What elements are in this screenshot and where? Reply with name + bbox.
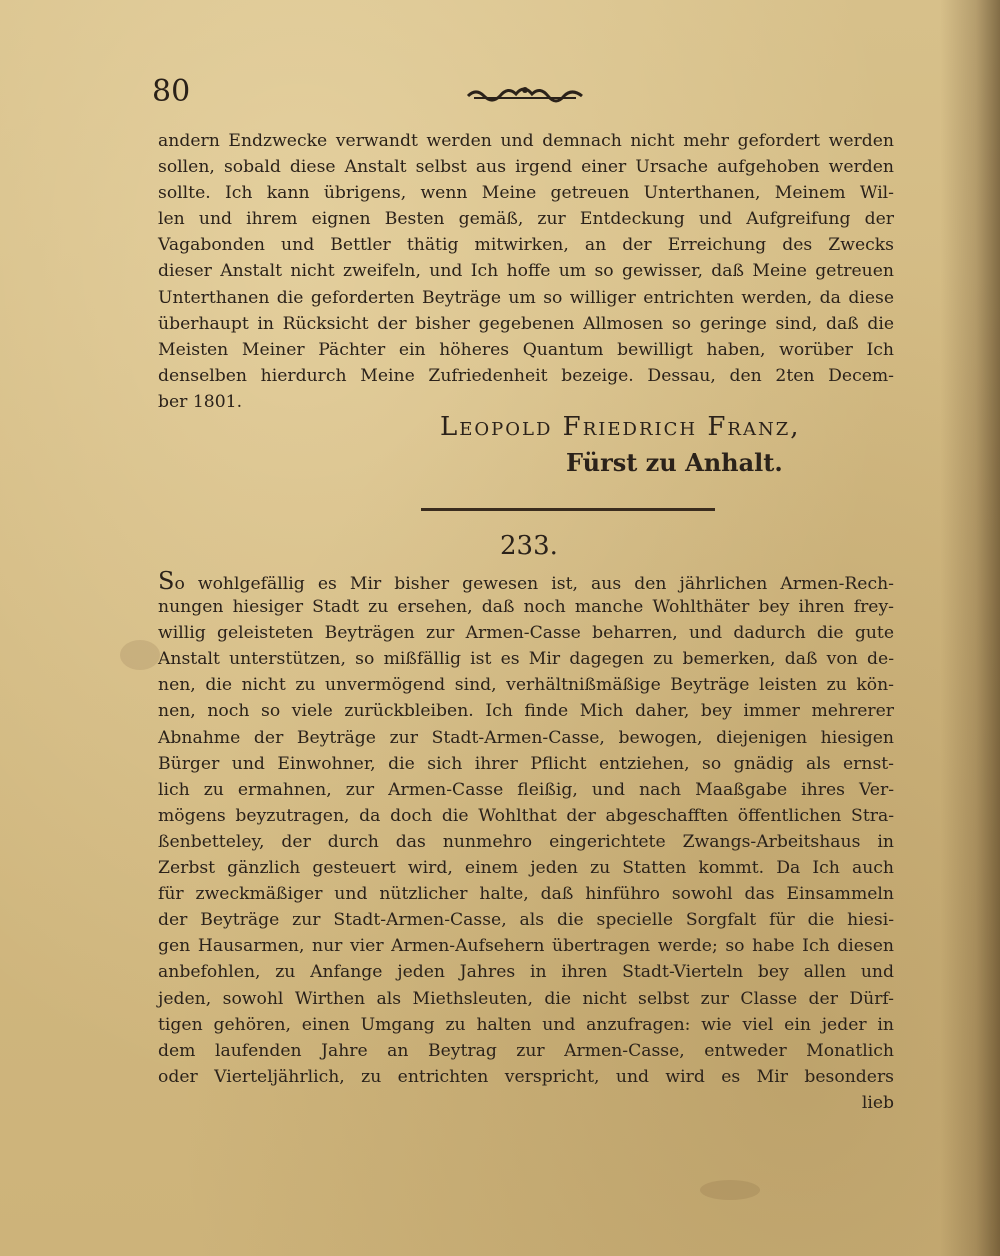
text-line: andern Endzwecke verwandt werden und demnach nicht mehr gefordert werden (158, 131, 894, 151)
section-number: 233. (500, 531, 558, 561)
text-line: Anstalt unterstützen, so mißfällig ist es Mir dagegen zu bemerken, daß von de- (158, 649, 894, 670)
text-line: tigen gehören, einen Umgang zu halten und anzufragen: wie viel ein jeder in (158, 1014, 894, 1035)
text-line: len und ihrem eignen Besten gemäß, zur Entdeckung und Aufgreifung der (158, 209, 894, 230)
text-line: oder Vierteljährlich, zu entrichten verspricht, und wird es Mir besonders (158, 1066, 894, 1087)
text-line: nen, die nicht zu unvermögend sind, verhältnißmäßige Beyträge leisten zu kön- (158, 675, 894, 696)
text-line: nungen hiesiger Stadt zu ersehen, daß noch manche Wohlthäter bey ihren frey- (158, 597, 894, 618)
text-line: Zerbst gänzlich gesteuert wird, einem jeden zu Statten kommt. Da Ich auch (158, 858, 894, 879)
text-line: Unterthanen die geforderten Beyträge um so williger entrichten werden, da diese (158, 287, 894, 308)
text-line: nen, noch so viele zurückbleiben. Ich finde Mich daher, bey immer mehrerer (158, 701, 894, 722)
text-line: Vagabonden und Bettler thätig mitwirken, an der Erreichung des Zwecks (158, 235, 894, 256)
catchword: lieb (861, 1092, 894, 1113)
ornament-icon (466, 80, 584, 104)
text-line: Bürger und Einwohner, die sich ihrer Pflicht entziehen, so gnädig als ernst- (158, 753, 894, 774)
text-line: willig geleisteten Beyträgen zur Armen-Casse beharren, und dadurch die gute (158, 623, 894, 644)
binding-shadow (940, 0, 1000, 1256)
text-line: anbefohlen, zu Anfange jeden Jahres in ihren Stadt-Vierteln bey allen und (158, 962, 894, 983)
text-line: lich zu ermahnen, zur Armen-Casse fleißig, und nach Maaßgabe ihres Ver- (158, 779, 894, 800)
text-line: dieser Anstalt nicht zweifeln, und Ich hoffe um so gewisser, daß Meine getreuen (158, 261, 894, 282)
signature-name: Leopold Friedrich Franz, (440, 412, 801, 442)
text-line: dem laufenden Jahre an Beytrag zur Armen-Casse, entweder Monatlich (158, 1040, 894, 1061)
text-line: der Beyträge zur Stadt-Armen-Casse, als die specielle Sorgfalt für die hiesi- (158, 910, 894, 931)
text-line: ßenbetteley, der durch das nunmehro eingerichtete Zwangs-Arbeitshaus in (158, 831, 894, 852)
section-divider (421, 508, 715, 511)
text-line-rest: o wohlgefällig es Mir bisher gewesen ist, aus den jährlichen Armen-Rech- (174, 574, 894, 594)
text-line: sollte. Ich kann übrigens, wenn Meine getreuen Unterthanen, Meinem Wil- (158, 183, 894, 204)
page-number: 80 (152, 74, 191, 109)
text-line (158, 568, 894, 594)
text-line: sollen, sobald diese Anstalt selbst aus irgend einer Ursache aufgehoben werden (158, 157, 894, 178)
text-line: für zweckmäßiger und nützlicher halte, daß hinführo sowohl das Einsammeln (158, 884, 894, 905)
lower-paragraph (158, 568, 894, 1116)
paper-stain (700, 1180, 760, 1200)
text-line: ber 1801. (158, 391, 243, 412)
paper-stain (120, 640, 160, 670)
text-line: Abnahme der Beyträge zur Stadt-Armen-Casse, bewogen, diejenigen hiesigen (158, 727, 894, 748)
drop-cap: S (158, 567, 175, 595)
signature-title: Fürst zu Anhalt. (566, 448, 783, 477)
text-line: überhaupt in Rücksicht der bisher gegebenen Allmosen so geringe sind, daß die (158, 313, 894, 334)
text-line: denselben hierdurch Meine Zufriedenheit bezeige. Dessau, den 2ten Decem- (158, 365, 894, 386)
upper-paragraph (158, 128, 894, 415)
text-line: Meisten Meiner Pächter ein höheres Quantum bewilligt haben, worüber Ich (158, 339, 894, 360)
text-line: jeden, sowohl Wirthen als Miethsleuten, die nicht selbst zur Classe der Dürf- (158, 988, 894, 1009)
text-line: mögens beyzutragen, da doch die Wohlthat der abgeschafften öffentlichen Stra- (158, 805, 894, 826)
text-line: gen Hausarmen, nur vier Armen-Aufsehern übertragen werde; so habe Ich diesen (158, 936, 894, 957)
